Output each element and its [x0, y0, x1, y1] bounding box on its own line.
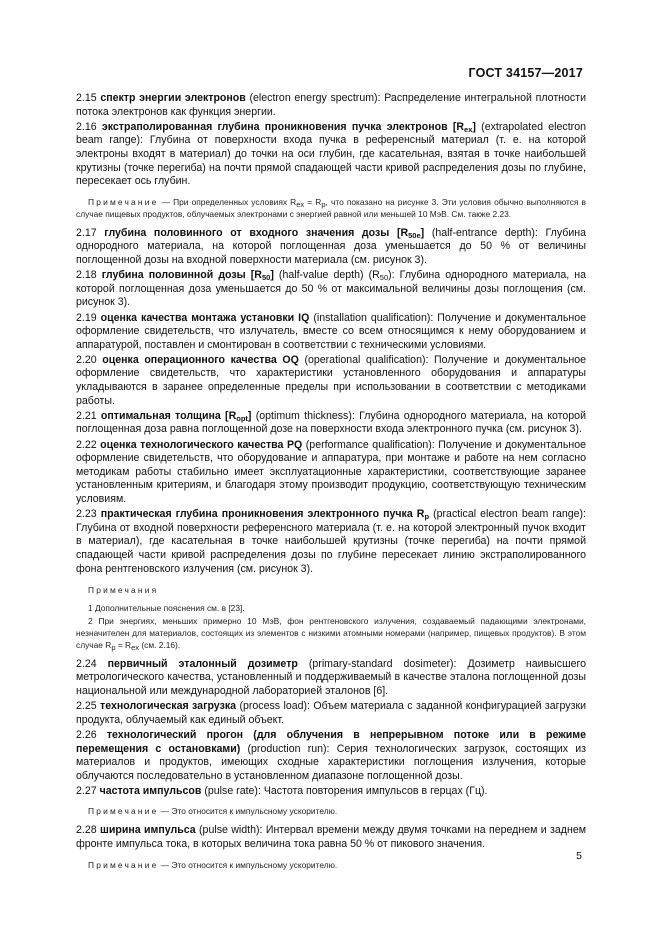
term-2-15: [76, 92, 586, 119]
term-2-26: [76, 729, 586, 783]
note-subscript: ex: [296, 199, 305, 209]
note-2-27: [76, 805, 586, 817]
term-name: спектр энергии электронов: [100, 92, 246, 104]
clause-number: 2.28: [76, 824, 97, 837]
clause-number: 2.15: [76, 92, 97, 104]
term-subscript: opt: [236, 413, 248, 423]
term-name: экстраполированная глубина проникновения пучка электронов [R: [101, 120, 465, 133]
term-definition: (operational qualification): Получение и документальное оформление свидетельств, что характеристики установленного оборудования и аппаратуры укладываются в заранее определенные пределы при использовании в соответствии с методиками работы.: [76, 353, 586, 407]
term-2-28: [76, 824, 586, 851]
note-subscript: p: [321, 199, 326, 209]
term-name: первичный эталонный дозиметр: [107, 657, 298, 670]
term-definition: (practical electron beam range): Глубина от входной поверхности референсного материала (т. е. на которой электронный пучок входит в материал), где касательная в точке наибольшей крутизны (точке перегиба) на почти прямой спадающей части кривой распределения дозы по глубине пересекает линию экстраполированного фона рентгеновского излучения (см. рисунок 3).: [76, 508, 586, 575]
note-2-28: [76, 859, 586, 871]
note-subscript: p: [111, 642, 116, 652]
note-text: = R: [304, 196, 322, 207]
clause-number: 2.20: [76, 353, 97, 366]
term-2-19: [76, 312, 586, 353]
term-name: технологический прогон (для облучения в непрерывном потоке или в режиме перемещения с остановками): [76, 728, 586, 755]
note-heading: Примечание: [88, 859, 159, 870]
term-name: практическая глубина проникновения электронного пучка R: [100, 508, 425, 521]
clause-number: 2.17: [76, 226, 97, 239]
term-bracket: ]: [420, 226, 425, 239]
clause-number: 2.21: [76, 409, 97, 422]
page-number: 5: [576, 850, 582, 862]
note-text: — Это относится к импульсному ускорителю.: [158, 806, 338, 817]
term-name: глубина половинного от входного значения дозы [R: [104, 226, 409, 239]
clause-number: 2.16: [76, 120, 97, 133]
term-name: глубина половинной дозы [R: [101, 269, 262, 282]
term-subscript: 50e: [408, 230, 421, 240]
clause-number: 2.19: [76, 311, 97, 324]
note-subscript: ex: [131, 642, 140, 652]
note-item-2: [76, 615, 586, 651]
clause-number: 2.26: [76, 728, 97, 741]
term-name: оценка технологического качества PQ: [100, 438, 303, 451]
term-name: оценка операционного качества OQ: [102, 353, 299, 366]
term-subscript: p: [424, 512, 430, 522]
term-definition: (optimum thickness): Глубина однородного материала, на которой поглощенная доза равна поглощенной дозе на поверхности входа электронного пучка (см. рисунок 3).: [76, 409, 586, 436]
standard-header: ГОСТ 34157—2017: [468, 66, 583, 80]
document-body: [76, 92, 586, 878]
note-heading: Примечание: [88, 196, 159, 207]
term-2-22: [76, 439, 586, 507]
term-bracket: ]: [247, 409, 252, 422]
clause-number: 2.25: [76, 700, 97, 713]
term-definition: (electron energy spectrum): Распределение интегральной плотности потока электронов как функция энергии.: [76, 92, 586, 118]
term-name: частота импульсов: [99, 784, 202, 797]
term-bracket: ]: [270, 269, 274, 282]
term-definition: (primary-standard dosimeter): Дозиметр наивысшего метрологического качества, установленный и поддерживаемый в качестве эталона поглощенной дозы национальной или международной лабораторией эталонов [6].: [76, 657, 587, 697]
note-text: (см. 2.16).: [139, 639, 181, 650]
note-text: — При определенных условиях R: [158, 196, 297, 207]
term-subscript: ex: [464, 124, 473, 134]
note-text: 2 При энергиях, меньших примерно 10 МэВ, фон рентгеновского излучения, создаваемый падающими электронами, незначителен для материалов, состоящих из элементов с низкими атомными номерами (например, пищевых продуктов). В этом случае R: [76, 615, 586, 650]
term-definition: (production run): Серия технологических загрузок, состоящих из материалов и продуктов, имеющих сходные характеристики поглощения излучения, которые облучаются последовательно в установленном диапазоне поглощенной дозы.: [76, 742, 586, 782]
term-name: оптимальная толщина [R: [100, 409, 237, 422]
term-2-17: [76, 227, 586, 268]
term-definition: (performance qualification): Получение и документальное оформление свидетельств, что оборудование и аппаратура, при монтаже и работе на нем согласно методикам работы стабильно имеет эксплуатационные характеристики, соответствующие заранее установленным критериям, и благодаря этому производит продукцию, соответствующую техническим условиям.: [76, 438, 586, 505]
term-2-24: [76, 658, 586, 699]
term-2-25: [76, 700, 586, 727]
term-2-18: [76, 269, 586, 310]
term-definition: (pulse width): Интервал времени между двумя точками на переднем и заднем фронте импульса тока, в которых величина тока равна 50 % от пикового значения.: [76, 824, 586, 851]
term-english: (half-value depth) (R: [273, 269, 380, 282]
term-subscript: 50: [379, 273, 389, 283]
term-2-21: [76, 410, 586, 437]
term-name: оценка качества монтажа установки IQ: [100, 311, 310, 324]
clause-number: 2.23: [76, 508, 97, 521]
term-definition: (extrapolated electron beam range): Глубина от поверхности входа пучка в референсный материал (т. е. на которой электроны входят в материал) до точки на оси глубин, где касательная, взятая в точке наибольшей крутизны (точке перегиба) на почти прямой спадающей части кривой распределения дозы по глубине, пересекает ось глубин.: [76, 120, 586, 188]
clause-number: 2.24: [76, 657, 97, 670]
term-2-27: [76, 785, 586, 799]
clause-number: 2.18: [76, 269, 97, 282]
note-text: , что показано на рисунке 3. Эти условия обычно выполняются в случае пищевых продуктов, облучаемых электронами с энергией равной или меньшей 10 МэВ. См. также 2.23.: [76, 196, 586, 219]
note-heading: Примечание: [88, 806, 159, 817]
term-name: ширина импульса: [100, 824, 196, 837]
clause-number: 2.27: [76, 784, 97, 797]
term-2-20: [76, 354, 586, 408]
note-text: — Это относится к импульсному ускорителю.: [158, 859, 338, 870]
term-definition: ): Глубина однородного материала, на которой поглощенная доза уменьшается до 50 % от максимальной величины дозы поглощения (см. рисунок 3).: [76, 269, 586, 309]
clause-number: 2.22: [76, 438, 97, 451]
note-item-1: 1 Дополнительные пояснения см. в [23].: [88, 602, 245, 613]
term-definition: (installation qualification): Получение и документальное оформление свидетельств, что излучатель, вместе со всем относящимся к нему оборудованием и аппаратурой, поставлен и смонтирован в соответствии с техническими условиями.: [76, 311, 586, 351]
term-2-16: [76, 121, 586, 189]
term-definition: (pulse rate): Частота повторения импульсов в герцах (Гц).: [201, 784, 488, 797]
note-text: = R: [115, 639, 132, 650]
note-2-16: [76, 196, 586, 220]
term-2-23: [76, 508, 586, 576]
term-subscript: 50: [261, 273, 271, 283]
term-definition: (half-entrance depth): Глубина однородного материала, на которой поглощенная доза уменьшается до 50 % от величины поглощенной дозы на входной поверхности материала (см. рисунок 3).: [76, 226, 586, 266]
notes-heading: Примечания: [88, 585, 159, 596]
term-definition: (process load): Объем материала с заданной конфигурацией загрузки продукта, облучаемый как единый объект.: [76, 700, 586, 726]
term-bracket: ]: [472, 120, 476, 133]
term-name: технологическая загрузка: [100, 700, 237, 713]
